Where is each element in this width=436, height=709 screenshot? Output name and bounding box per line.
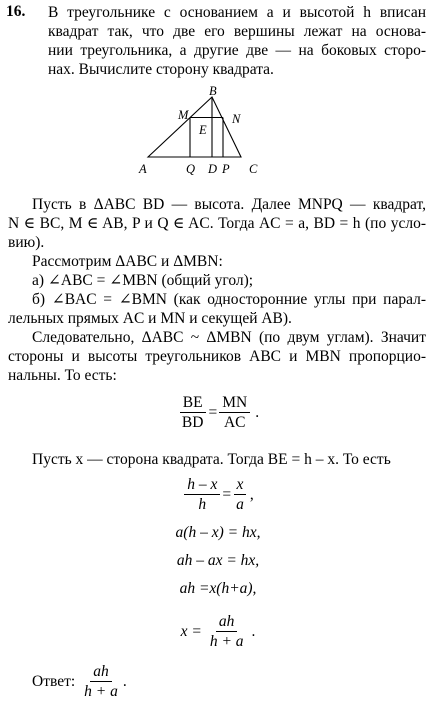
- label-m: M: [178, 108, 189, 122]
- text-line: вию).: [8, 234, 45, 251]
- label-e: E: [199, 123, 207, 137]
- problem-number: 16.: [6, 3, 26, 20]
- equation-4: ah =x(h+a),: [179, 580, 257, 597]
- equation-1: $\frac{h - x}{h}$ = $\frac{x}{a}$ ,: [0, 476, 436, 513]
- text-line: нальны. То есть:: [8, 367, 117, 384]
- equation-3: ah – ax = hx,: [176, 552, 260, 569]
- triangle-figure: [130, 86, 280, 178]
- solution-paragraph-1: [8, 195, 426, 385]
- statement-line: нии треугольника, а другие две — на боковых сторо-: [48, 42, 426, 59]
- text-line: Пусть в ΔABC BD — высота. Далее MNPQ — квадрат,: [32, 196, 426, 213]
- text-line: Рассмотрим ΔABC и ΔMBN:: [32, 253, 223, 270]
- label-n: N: [232, 112, 241, 126]
- equation-2: a(h – x) = hx,: [175, 524, 261, 541]
- label-q: Q: [186, 162, 196, 176]
- ratio-equation: $\frac{BE}{BD}$ = $\frac{MN}{AC}$ .: [0, 394, 436, 431]
- let-line: Пусть x — сторона квадрата. Тогда BE = h – x. То есть: [32, 451, 391, 468]
- label-a: A: [139, 162, 147, 176]
- text-line: а) ∠ABC = ∠MBN (общий угол);: [32, 272, 254, 289]
- text-line: стороны и высоты треугольников ABC и MBN пропорцио-: [8, 348, 426, 365]
- fraction: $\frac{MN}{AC}$: [219, 394, 250, 431]
- fraction: $\frac{ah}{h + a}$: [84, 663, 118, 700]
- triangle-abc: [148, 97, 241, 157]
- fraction: $\frac{ah}{h + a}$: [209, 613, 244, 650]
- label-p: P: [222, 162, 230, 176]
- fraction: $\frac{h - x}{h}$: [184, 476, 220, 513]
- answer: Ответ: $\frac{ah}{h + a}$ .: [32, 663, 127, 700]
- label-b: B: [209, 86, 217, 98]
- label-d: D: [208, 162, 218, 176]
- fraction: $\frac{BE}{BD}$: [179, 394, 207, 431]
- statement-line: квадрат так, что две его вершины лежат на основа-: [48, 23, 426, 40]
- equation-5: x = $\frac{ah}{h + a}$ .: [180, 613, 256, 650]
- fraction: $\frac{x}{a}$: [233, 476, 247, 513]
- text-line: Следовательно, ΔABC ~ ΔMBN (по двум углам). Значит: [32, 329, 426, 346]
- text-line: б) ∠BAC = ∠BMN (как односторонние углы при парал-: [32, 291, 426, 308]
- answer-label: Ответ:: [32, 672, 76, 690]
- text-line: N ∈ BC, M ∈ AB, P и Q ∈ AC. Тогда AC = a, BD = h (по усло-: [8, 215, 426, 232]
- statement-line: нах. Вычислите сторону квадрата.: [48, 61, 274, 78]
- label-c: C: [249, 162, 258, 176]
- statement-line: В треугольнике с основанием a и высотой h вписан: [48, 4, 426, 21]
- text-line: лельных прямых AC и MN и секущей AB).: [8, 310, 292, 327]
- problem-statement: [48, 3, 426, 79]
